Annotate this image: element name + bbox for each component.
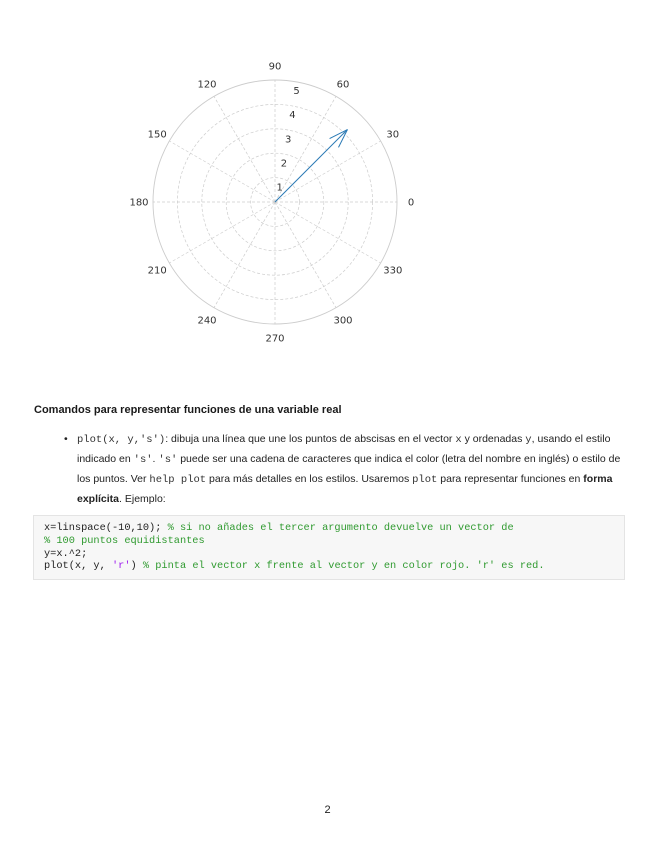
code-comment: % 100 puntos equidistantes <box>44 534 205 547</box>
angle-tick-label: 150 <box>147 129 167 141</box>
polar-spoke <box>169 141 275 202</box>
section-heading: Comandos para representar funciones de una variable real <box>34 404 342 416</box>
polar-spoke <box>275 96 336 202</box>
code-x: x <box>455 434 462 446</box>
angle-tick-label: 90 <box>268 61 282 73</box>
bullet-marker: • <box>64 433 68 445</box>
code-y: y <box>525 434 532 446</box>
angle-tick-label: 210 <box>147 265 167 277</box>
polar-spoke <box>169 202 275 263</box>
radial-tick-label: 4 <box>289 110 296 122</box>
text-fragment: para más detalles en los estilos. Usaremos <box>206 473 413 485</box>
angle-tick-label: 180 <box>129 197 149 209</box>
code-s: 's' <box>158 454 178 466</box>
radial-tick-label: 5 <box>293 86 300 98</box>
code-text: plot(x, y, <box>44 560 112 573</box>
code-s: 's' <box>133 454 153 466</box>
code-text: x=linspace(-10,10); <box>44 522 168 534</box>
text-fragment: : dibuja una línea que une los puntos de abscisas en el vector <box>165 433 456 445</box>
text-fragment: y ordenadas <box>461 433 526 445</box>
code-line-1 <box>44 522 614 535</box>
code-comment: % pinta el vector x frente al vector y en color rojo. 'r' es red. <box>142 560 545 573</box>
polar-spoke <box>275 141 381 202</box>
text-fragment: , usando el estilo indicado en <box>77 433 611 465</box>
text-fragment: . Ejemplo: <box>119 493 166 505</box>
code-string: 'r' <box>111 560 131 573</box>
code-text: y=x.^2; <box>44 547 88 560</box>
radial-tick-label: 3 <box>284 134 292 146</box>
radial-tick-label: 1 <box>276 182 283 194</box>
bold-forma-explicita: forma explícita <box>77 473 613 505</box>
code-comment: % si no añades el tercer argumento devuelve un vector de <box>167 522 514 534</box>
polar-spoke <box>214 96 275 202</box>
angle-tick-label: 330 <box>383 265 403 277</box>
page-number: 2 <box>324 804 331 816</box>
code-plot-signature: plot(x, y,'s') <box>77 434 166 446</box>
text-fragment: para representar funciones en <box>437 473 584 485</box>
polar-spoke <box>275 202 336 308</box>
bullet-item-plot <box>64 430 624 509</box>
bullet-text <box>77 430 624 509</box>
code-line-3 <box>44 548 614 561</box>
text-fragment: . <box>152 453 159 465</box>
angle-tick-label: 60 <box>336 79 350 91</box>
text-fragment: puede ser una cadena de caracteres que indica el color (letra del nombre en inglés) o estilo de los puntos. Ver <box>77 453 621 485</box>
radial-tick-label: 2 <box>280 158 288 170</box>
code-text: ) <box>130 560 143 573</box>
angle-tick-label: 240 <box>197 315 217 327</box>
code-block <box>33 515 625 580</box>
code-line-4 <box>44 560 614 573</box>
angle-tick-label: 30 <box>386 129 400 141</box>
code-plot: plot <box>412 474 438 486</box>
angle-tick-label: 270 <box>265 333 285 345</box>
polar-spoke <box>214 202 275 308</box>
code-help-plot: help plot <box>149 474 207 486</box>
polar-plot <box>120 55 430 355</box>
angle-tick-label: 120 <box>197 79 217 91</box>
polar-labels <box>129 62 414 345</box>
angle-tick-label: 300 <box>333 315 353 327</box>
angle-tick-label: 0 <box>407 197 415 209</box>
polar-spoke <box>275 202 381 263</box>
code-line-2 <box>44 535 614 548</box>
